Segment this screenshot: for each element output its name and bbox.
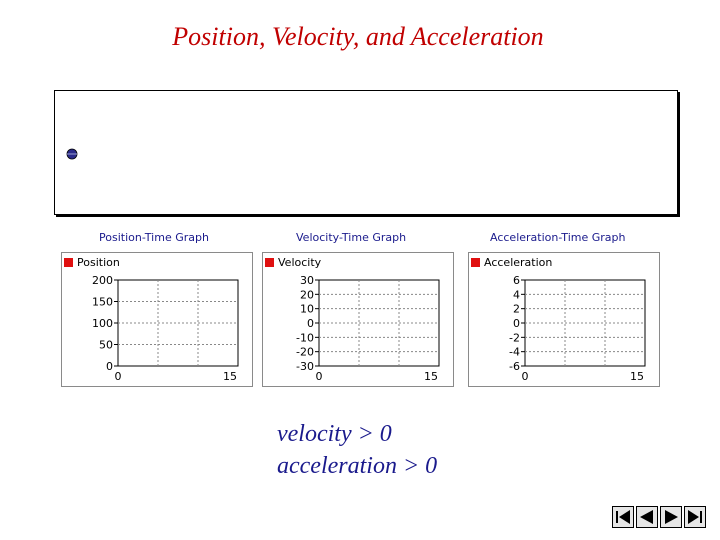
next-slide-button[interactable]: [660, 506, 682, 528]
position-graph: [62, 253, 252, 386]
acceleration-condition-text: acceleration > 0: [277, 453, 438, 479]
y-tick-label: -2: [509, 331, 520, 345]
y-tick-label: -6: [509, 360, 520, 373]
velocity-condition-text: velocity > 0: [277, 421, 392, 447]
y-tick-label: 0: [106, 360, 113, 373]
y-tick-label: 2: [513, 302, 520, 316]
position-graph-title: Position-Time Graph: [99, 231, 209, 244]
x-tick-label: 0: [521, 370, 529, 383]
previous-slide-button[interactable]: [636, 506, 658, 528]
last-slide-button[interactable]: [684, 506, 706, 528]
y-tick-label: 4: [513, 288, 520, 302]
y-tick-label: 0: [307, 317, 314, 330]
velocity-graph-panel: [262, 252, 454, 387]
animation-area: [54, 90, 678, 215]
previous-slide-icon: [637, 507, 657, 527]
velocity-legend-swatch: [265, 258, 274, 267]
slide-title: Position, Velocity, and Acceleration: [172, 22, 544, 51]
first-slide-button[interactable]: [612, 506, 634, 528]
position-legend-label: Position: [77, 256, 120, 269]
y-tick-label: 30: [300, 274, 314, 287]
y-tick-label: 6: [513, 274, 520, 287]
y-tick-label: -10: [296, 331, 314, 345]
last-slide-icon: [685, 507, 705, 527]
acceleration-graph-panel: [468, 252, 660, 387]
velocity-graph-title: Velocity-Time Graph: [296, 231, 407, 244]
y-tick-label: -30: [296, 360, 314, 373]
y-tick-label: 20: [300, 288, 314, 302]
first-slide-icon: [613, 507, 633, 527]
x-tick-label: 15: [223, 370, 237, 383]
position-legend-swatch: [64, 258, 73, 267]
y-tick-label: 50: [99, 338, 113, 352]
acceleration-graph-title: Acceleration-Time Graph: [490, 231, 626, 244]
x-tick-label: 15: [630, 370, 644, 383]
x-tick-label: 0: [114, 370, 122, 383]
x-tick-label: 15: [424, 370, 438, 383]
y-tick-label: -20: [296, 345, 314, 359]
y-tick-label: -4: [509, 345, 520, 359]
y-tick-label: 200: [92, 274, 113, 287]
velocity-legend-label: Velocity: [278, 256, 322, 269]
velocity-graph: [263, 253, 453, 386]
next-slide-icon: [661, 507, 681, 527]
y-tick-label: 100: [92, 317, 113, 330]
acceleration-legend-label: Acceleration: [484, 256, 553, 269]
y-tick-label: 0: [513, 317, 520, 330]
moving-object-dot: [66, 148, 78, 160]
position-graph-panel: [61, 252, 253, 387]
acceleration-legend-swatch: [471, 258, 480, 267]
y-tick-label: 10: [300, 302, 314, 316]
acceleration-graph: [469, 253, 659, 386]
x-tick-label: 0: [315, 370, 323, 383]
y-tick-label: 150: [92, 295, 113, 309]
